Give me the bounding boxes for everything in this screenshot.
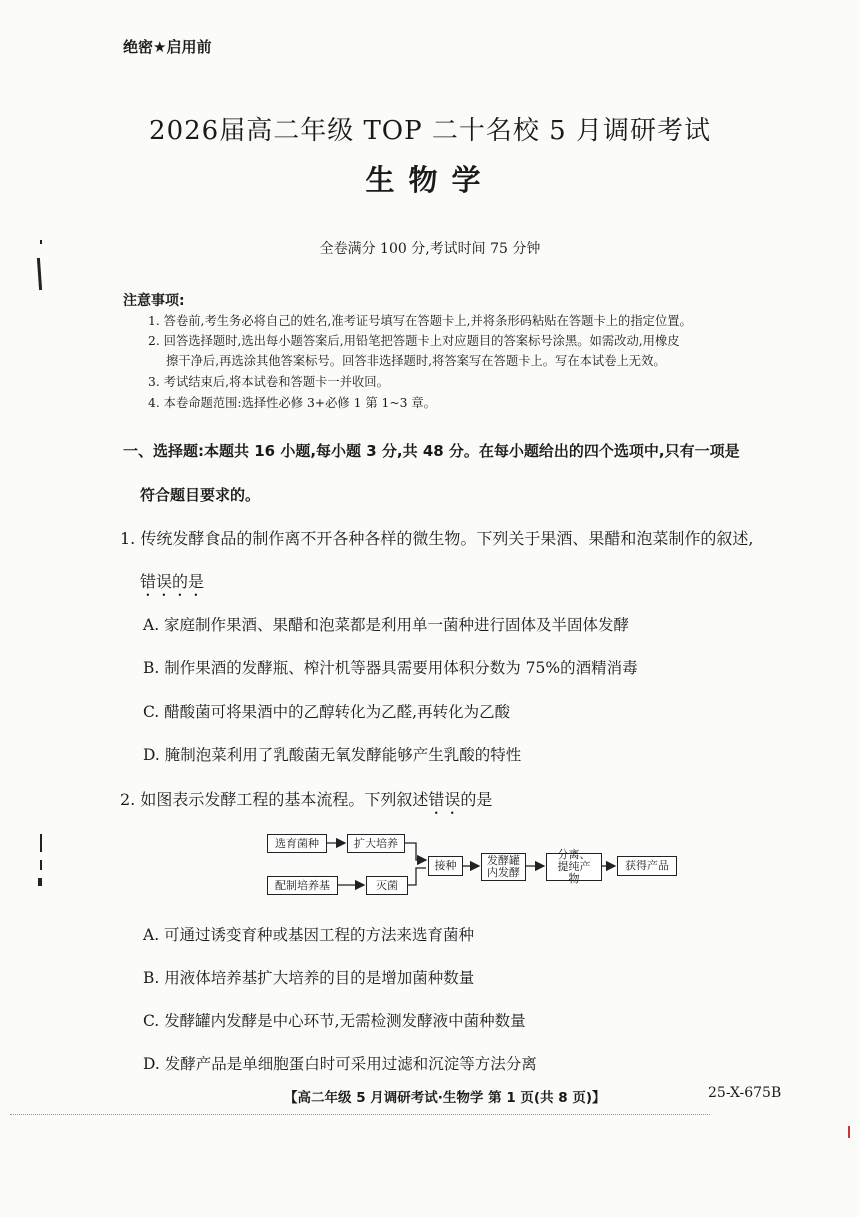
scan-mark: [40, 860, 42, 870]
question-2-option-d: D. 发酵产品是单细胞蛋白时可采用过滤和沉淀等方法分离: [143, 1055, 537, 1073]
question-2-option-b: B. 用液体培养基扩大培养的目的是增加菌种数量: [143, 969, 475, 987]
flow-inoculate: 接种: [428, 856, 463, 876]
scan-mark: [40, 834, 42, 852]
notice-item: 2. 回答选择题时,选出每小题答案后,用铅笔把答题卡上对应题目的答案标号涂黑。如需改动,用橡皮: [148, 334, 680, 348]
question-2-option-c: C. 发酵罐内发酵是中心环节,无需检测发酵液中菌种数量: [143, 1012, 526, 1030]
flow-obtain-product: 获得产品: [617, 856, 677, 876]
flow-expand-culture: 扩大培养: [347, 834, 405, 853]
section-heading: 一、选择题:本题共 16 小题,每小题 3 分,共 48 分。在每小题给出的四个选项中,只有一项是: [123, 442, 740, 460]
subject-title: 生物学: [365, 163, 495, 197]
question-2-stem-emphasis: 错误: [428, 790, 461, 809]
question-1-stem-continued: 错误的是: [140, 572, 205, 591]
notice-item: 3. 考试结束后,将本试卷和答题卡一并收回。: [148, 375, 389, 389]
flow-prepare-medium: 配制培养基: [267, 876, 338, 895]
notice-item: 4. 本卷命题范围:选择性必修 3+必修 1 第 1~3 章。: [148, 396, 436, 410]
exam-code: 25-X-675B: [708, 1085, 782, 1101]
confidential-label: 绝密★启用前: [123, 38, 212, 56]
scan-mark: [848, 1126, 850, 1138]
exam-meta: 全卷满分 100 分,考试时间 75 分钟: [319, 241, 541, 257]
question-1-option-d: D. 腌制泡菜利用了乳酸菌无氧发酵能够产生乳酸的特性: [143, 746, 522, 764]
exam-title: 2026届高二年级 TOP 二十名校 5 月调研考试: [149, 116, 711, 146]
question-1-stem: 1. 传统发酵食品的制作离不开各种各样的微生物。下列关于果酒、果醋和泡菜制作的叙述,: [120, 529, 754, 548]
scan-mark: [40, 240, 42, 244]
scan-mark: [38, 878, 42, 886]
notice-heading: 注意事项:: [123, 293, 185, 309]
notice-item-continued: 擦干净后,再选涂其他答案标号。回答非选择题时,将答案写在答题卡上。写在本试卷上无效。: [166, 354, 666, 368]
perforation-line: [10, 1114, 710, 1115]
question-2-option-a: A. 可通过诱变育种或基因工程的方法来选育菌种: [143, 926, 475, 944]
question-1-option-b: B. 制作果酒的发酵瓶、榨汁机等器具需要用体积分数为 75%的酒精消毒: [143, 659, 638, 677]
question-1-option-a: A. 家庭制作果酒、果醋和泡菜都是利用单一菌种进行固体及半固体发酵: [143, 616, 630, 634]
page-footer: 【高二年级 5 月调研考试·生物学 第 1 页(共 8 页)】: [284, 1090, 606, 1106]
flow-separate-purify: 分离、提纯产物: [546, 853, 602, 881]
section-heading-continued: 符合题目要求的。: [140, 486, 261, 504]
flow-fermentation: 发酵罐内发酵: [481, 853, 526, 881]
question-2-stem-suffix: 的是: [460, 790, 493, 809]
flow-select-strain: 选育菌种: [267, 834, 327, 853]
flow-sterilize: 灭菌: [366, 876, 408, 895]
question-1-option-c: C. 醋酸菌可将果酒中的乙醇转化为乙醛,再转化为乙酸: [143, 703, 511, 721]
notice-item: 1. 答卷前,考生务必将自己的姓名,准考证号填写在答题卡上,并将条形码粘贴在答题卡上的指定位置。: [148, 314, 692, 328]
question-2-stem-prefix: 2. 如图表示发酵工程的基本流程。下列叙述: [120, 790, 429, 809]
